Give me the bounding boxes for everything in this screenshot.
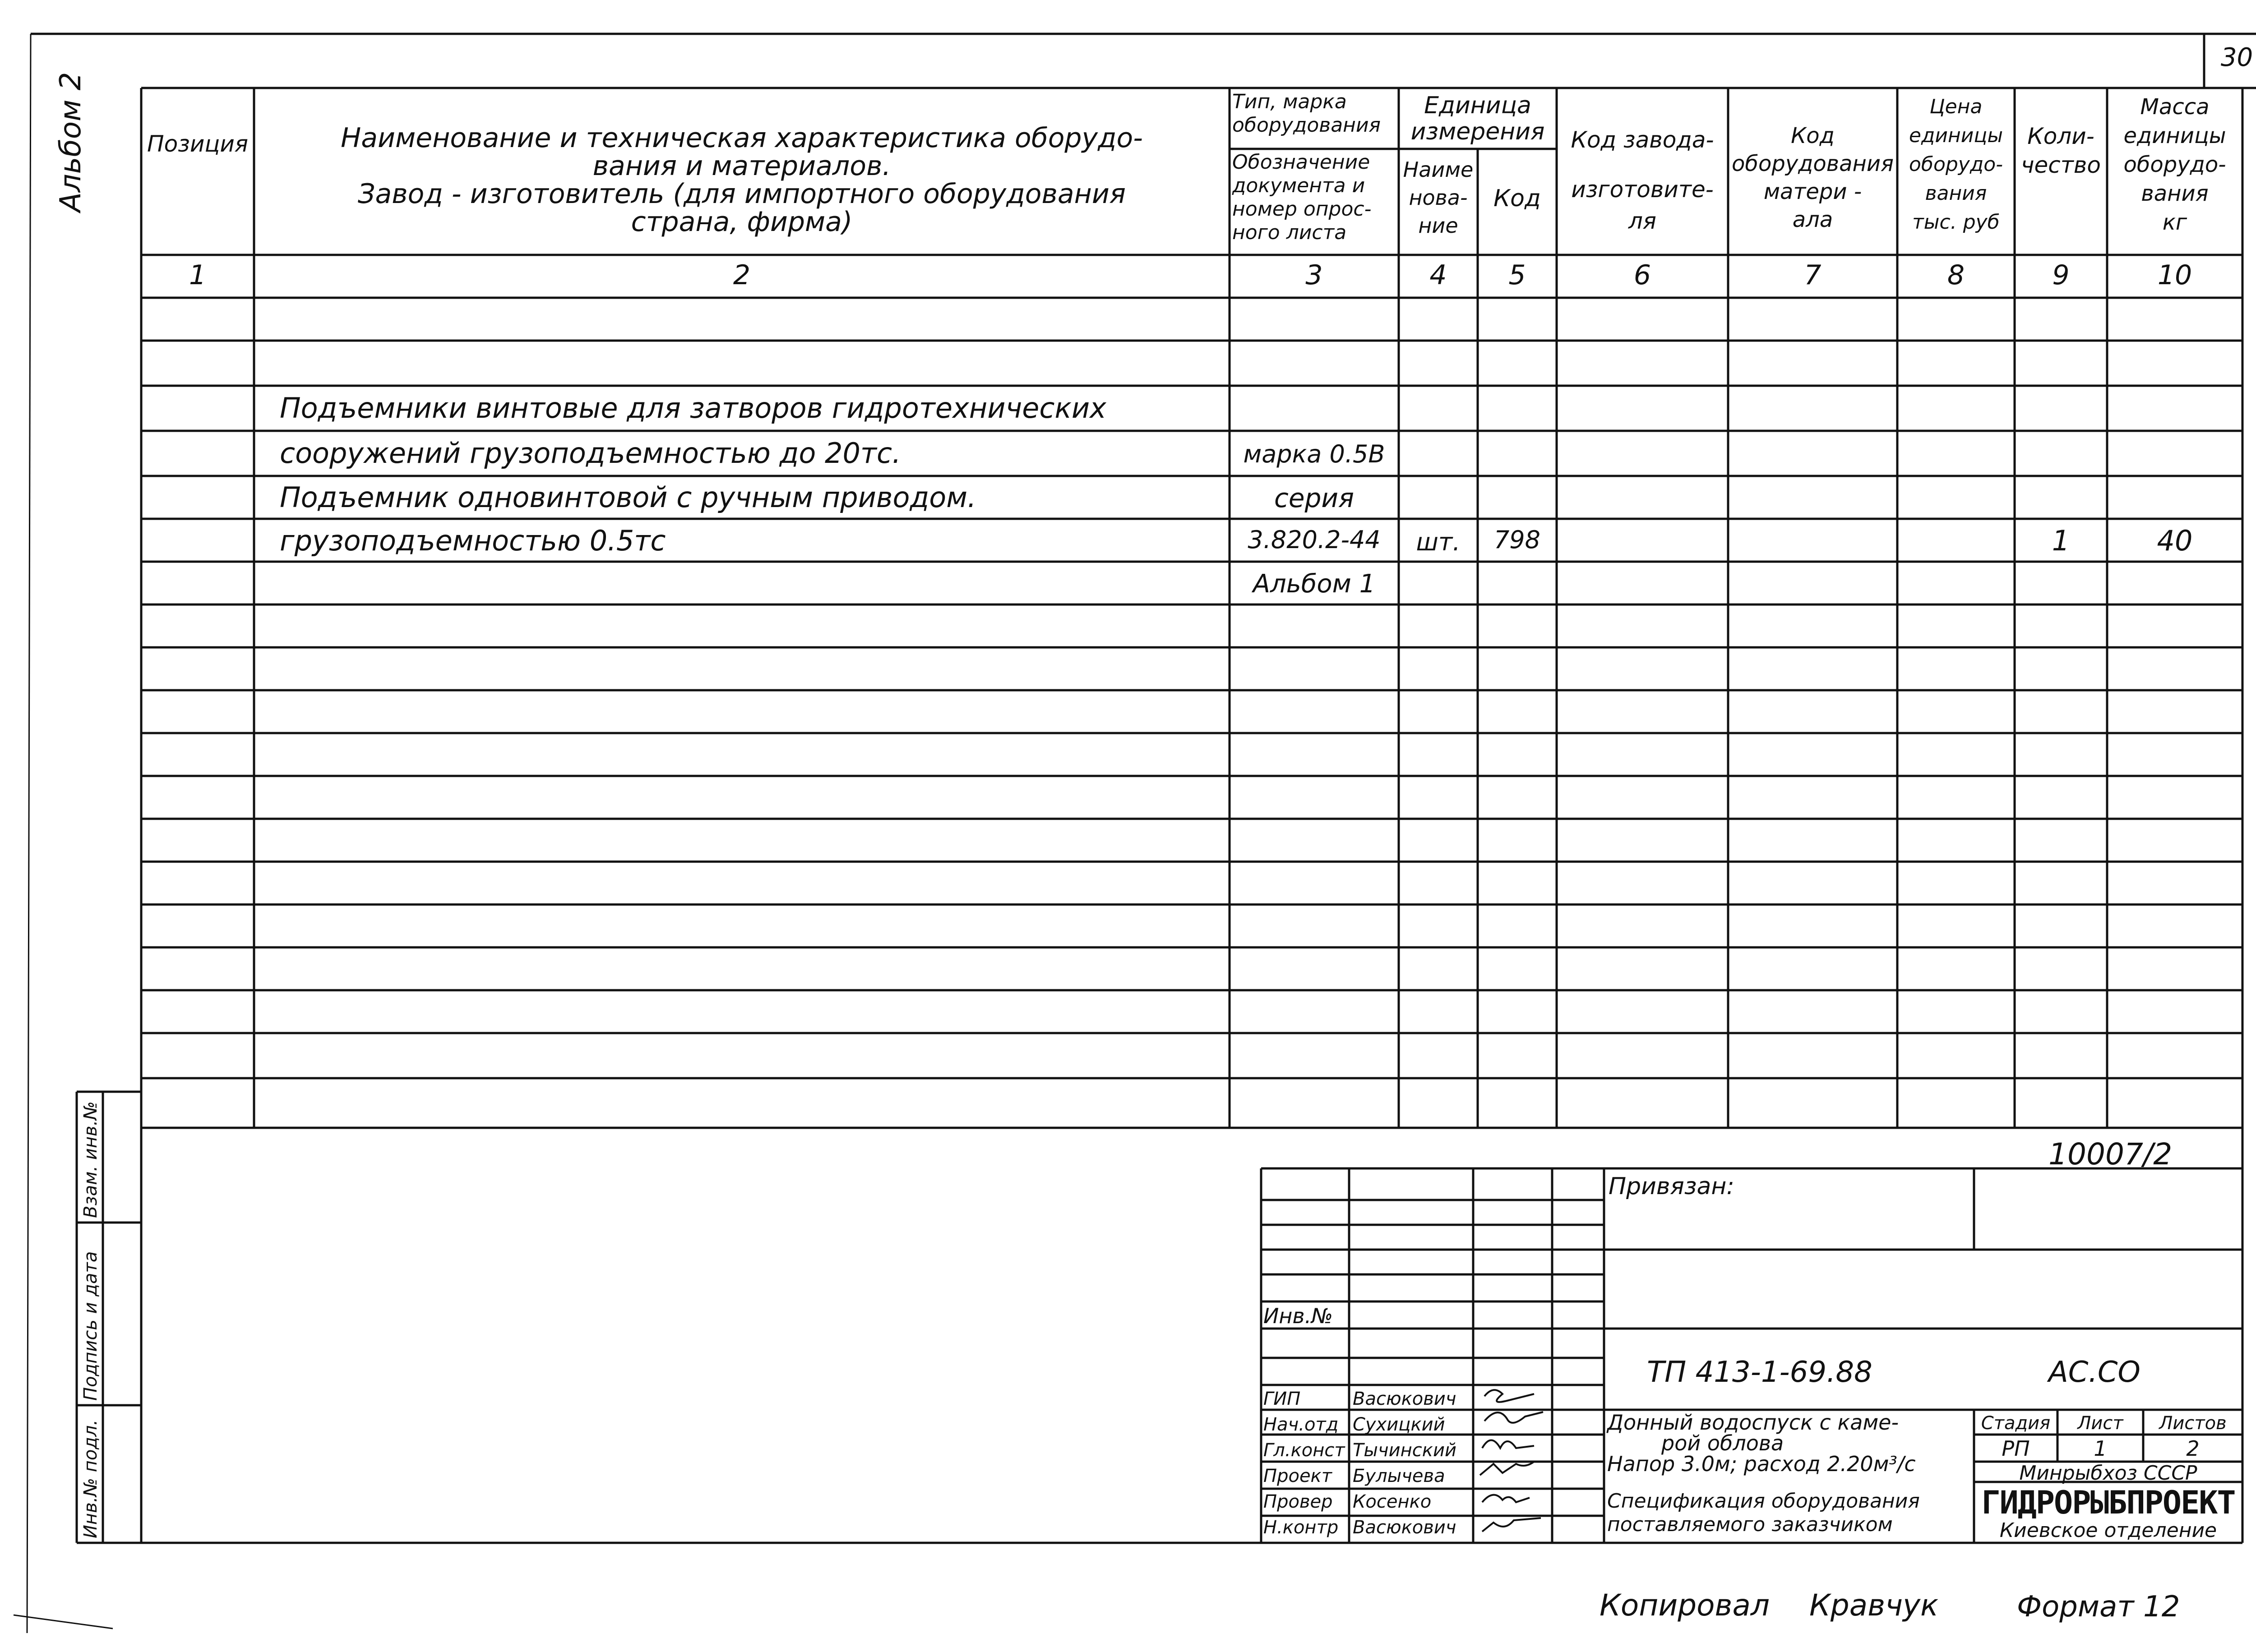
header-col10-l3: оборудо- — [2123, 152, 2226, 177]
role-n-kontr: Н.контр — [1263, 1517, 1339, 1538]
org-name: ГИДРОРЫБПРОЕКТ — [1981, 1484, 2235, 1521]
header-col7-l4: ала — [1792, 207, 1833, 232]
row-doc: 3.820.2-44 — [1248, 526, 1381, 554]
row-qty: 1 — [2052, 524, 2070, 557]
colnum-10: 10 — [2157, 259, 2192, 291]
row-name: Подъемники винтовые для затворов гидротехнических — [280, 392, 1106, 425]
sheet-number: 30 — [2220, 43, 2253, 72]
doc-title-l1: Спецификация оборудования — [1607, 1490, 1920, 1513]
name-n-kontr: Васюкович — [1353, 1517, 1456, 1538]
header-col2-line4: страна, фирма) — [631, 206, 853, 238]
object-description — [1607, 1412, 1973, 1474]
role-nach-otd: Нач.отд — [1263, 1414, 1339, 1435]
header-col10-l4: вания — [2141, 181, 2209, 206]
header-col7-l2: оборудования — [1732, 151, 1894, 176]
stage-label: Стадия — [1981, 1413, 2051, 1434]
colnum-3: 3 — [1305, 259, 1323, 291]
sheets-label: Листов — [2159, 1413, 2227, 1434]
header-col6 — [1557, 124, 1728, 237]
header-col10-l5: кг — [2162, 210, 2187, 235]
header-col9-l1: Коли- — [2027, 123, 2094, 149]
document-title — [1607, 1490, 1973, 1537]
header-unit-title — [1399, 92, 1557, 145]
header-col1: Позиция — [147, 131, 248, 157]
row-doc: серия — [1274, 483, 1354, 513]
row-doc: марка 0.5В — [1243, 440, 1385, 468]
object-l2: рой облова — [1661, 1431, 1784, 1455]
header-col6-l2: изготовите- — [1571, 176, 1714, 203]
org-branch: Киевское отделение — [1999, 1519, 2217, 1542]
header-col6-l3: ля — [1628, 208, 1657, 234]
role-gip: ГИП — [1263, 1389, 1301, 1409]
name-gip: Васюкович — [1353, 1389, 1456, 1409]
row-name: сооружений грузоподъемностью до 20тс. — [280, 437, 901, 470]
colnum-7: 7 — [1804, 259, 1821, 291]
colnum-8: 8 — [1947, 259, 1965, 291]
header-col3-l3: номер опрос- — [1232, 198, 1372, 221]
name-nach-otd: Сухицкий — [1353, 1414, 1445, 1435]
colnum-1: 1 — [189, 259, 207, 291]
inv-no-label: Инв.№ — [1263, 1304, 1333, 1328]
header-col8-l4: вания — [1925, 182, 1987, 205]
header-col8-l5: тыс. руб — [1912, 211, 2000, 234]
header-col7-l3: матери - — [1763, 179, 1862, 204]
colnum-5: 5 — [1508, 259, 1526, 291]
header-col8-l3: оборудо- — [1909, 153, 2003, 176]
object-l3: Напор 3.0м; расход 2.20м³/с — [1607, 1452, 1916, 1476]
signature-names — [1353, 1386, 1456, 1541]
header-col10-l2: единицы — [2123, 123, 2226, 148]
header-col7-l1: Код — [1791, 123, 1835, 148]
header-col3-l2: документа и — [1232, 174, 1365, 197]
footer-format: Формат 12 — [2017, 1590, 2180, 1624]
row-unit: шт. — [1416, 528, 1461, 556]
header-col2-line1: Наименование и техническая характеристика оборудо- — [341, 122, 1143, 154]
album-side-label: Альбом 2 — [54, 72, 88, 212]
header-col4-l2: нова- — [1409, 185, 1468, 210]
name-prover: Косенко — [1353, 1491, 1432, 1512]
row-name: Подъемник одновинтовой с ручным приводом. — [280, 481, 976, 514]
sheet-label: Лист — [2077, 1413, 2123, 1434]
header-col8-l1: Цена — [1929, 95, 1983, 118]
colnum-9: 9 — [2052, 259, 2070, 291]
stamp-inv-podl: Инв.№ подл. — [80, 1419, 101, 1538]
header-col9 — [2015, 122, 2107, 180]
header-col3-top1: Тип, марка — [1232, 90, 1347, 113]
header-col4 — [1399, 156, 1478, 240]
header-col8 — [1897, 92, 2015, 237]
object-l1: Донный водоспуск с каме- — [1607, 1410, 1899, 1435]
stamp-sign-date: Подпись и дата — [80, 1251, 101, 1401]
header-col5: Код — [1493, 185, 1541, 212]
name-proekt: Булычева — [1353, 1466, 1445, 1486]
header-unit-title1: Единица — [1424, 92, 1531, 119]
stage-value: РП — [2002, 1436, 2030, 1461]
footer-copied: Копировал — [1600, 1588, 1770, 1623]
privyazan-label: Привязан: — [1609, 1173, 1734, 1200]
section-code: АС.СО — [2048, 1356, 2140, 1389]
header-col4-l1: Наиме — [1403, 157, 1474, 182]
header-col9-l2: чество — [2021, 152, 2101, 178]
header-col3 — [1230, 90, 1401, 245]
colnum-2: 2 — [733, 259, 751, 291]
colnum-6: 6 — [1633, 259, 1651, 291]
header-col3-top2: оборудования — [1232, 114, 1381, 137]
name-gl-konst: Тычинский — [1353, 1440, 1456, 1461]
doc-code-top: 10007/2 — [2048, 1137, 2173, 1172]
header-col3-l4: ного листа — [1232, 221, 1347, 244]
sheets-value: 2 — [2186, 1436, 2200, 1461]
header-col2-line3: Завод - изготовитель (для импортного оборудования — [358, 178, 1126, 210]
header-col10 — [2107, 92, 2242, 237]
role-gl-konst: Гл.конст — [1263, 1440, 1345, 1461]
footer-copier: Кравчук — [1809, 1588, 1939, 1623]
header-col8-l2: единицы — [1909, 124, 2003, 147]
designation: ТП 413-1-69.88 — [1647, 1356, 1872, 1389]
role-proekt: Проект — [1263, 1466, 1332, 1486]
doc-title-l2: поставляемого заказчиком — [1607, 1513, 1893, 1536]
row-mass: 40 — [2157, 524, 2193, 557]
row-doc: Альбом 1 — [1253, 569, 1376, 599]
stamp-vzam-inv: Взам. инв.№ — [80, 1101, 101, 1218]
header-col2-line2: вания и материалов. — [592, 150, 891, 182]
row-name: грузоподъемностью 0.5тс — [280, 524, 666, 557]
header-col10-l1: Масса — [2140, 94, 2210, 120]
signature-roles — [1263, 1386, 1345, 1541]
colnum-4: 4 — [1429, 259, 1447, 291]
role-prover: Провер — [1263, 1491, 1333, 1512]
header-col3-l1: Обозначение — [1232, 151, 1370, 174]
header-col7 — [1728, 122, 1897, 234]
row-code: 798 — [1493, 526, 1541, 554]
header-unit-title2: измерения — [1410, 118, 1545, 145]
sheet-value: 1 — [2094, 1436, 2107, 1461]
header-col6-l1: Код завода- — [1571, 127, 1714, 153]
header-col2 — [254, 124, 1230, 236]
org-ministry: Минрыбхоз СССР — [2019, 1462, 2197, 1485]
header-col4-l3: ние — [1418, 213, 1458, 238]
